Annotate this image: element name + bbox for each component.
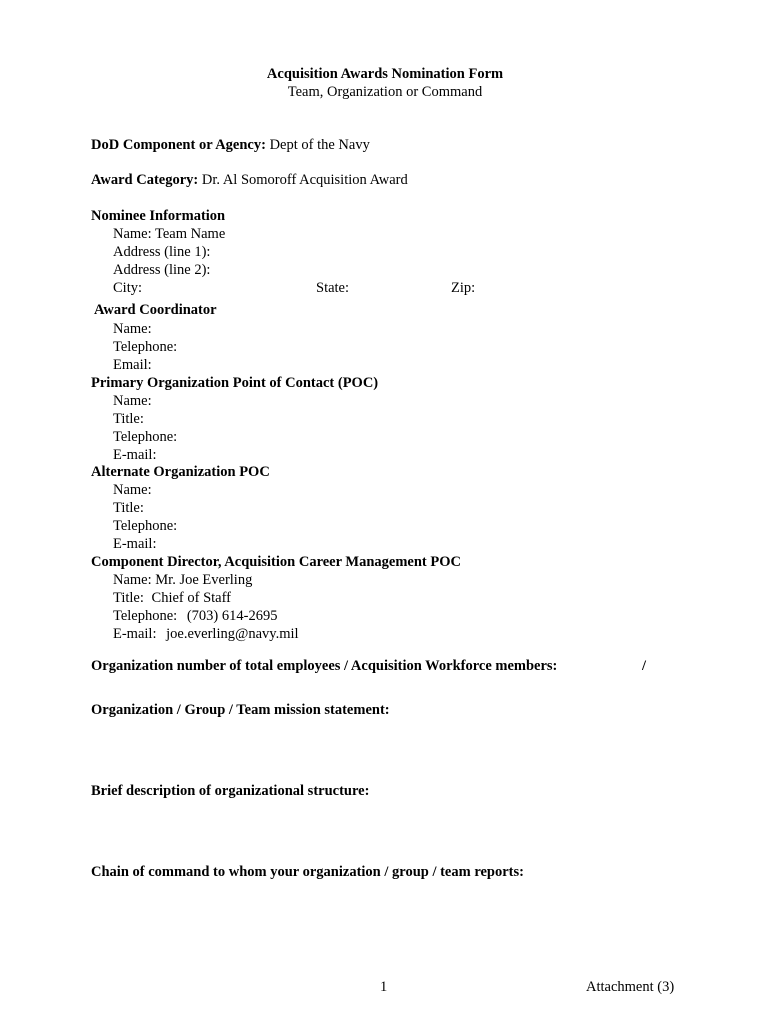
- nominee-name-label: Name:: [113, 226, 152, 242]
- primary-poc-name-label: Name:: [113, 393, 152, 409]
- director-poc-name-value[interactable]: Mr. Joe Everling: [155, 572, 253, 588]
- alternate-poc-name-label: Name:: [113, 482, 152, 498]
- coordinator-name-label: Name:: [113, 321, 152, 337]
- award-category-row: [91, 171, 408, 189]
- employees-separator: /: [642, 658, 647, 674]
- director-poc-title-row: [113, 589, 231, 607]
- alternate-poc-heading: Alternate Organization POC: [91, 464, 270, 480]
- director-poc-heading: Component Director, Acquisition Career Management POC: [91, 554, 461, 570]
- director-poc-title-label: Title:: [113, 590, 144, 606]
- director-poc-name-row: [113, 571, 252, 589]
- nominee-address1-label: Address (line 1):: [113, 244, 211, 260]
- component-row: [91, 136, 370, 154]
- form-title: Acquisition Awards Nomination Form: [266, 66, 504, 82]
- component-label: DoD Component or Agency:: [91, 137, 266, 153]
- coordinator-email-label: Email:: [113, 357, 152, 373]
- award-category-label: Award Category:: [91, 172, 199, 188]
- director-poc-email-value[interactable]: joe.everling@navy.mil: [166, 626, 299, 642]
- component-value[interactable]: Dept of the Navy: [269, 137, 370, 153]
- primary-poc-email-label: E-mail:: [113, 447, 157, 463]
- primary-poc-heading: Primary Organization Point of Contact (POC): [91, 375, 379, 391]
- director-poc-email-row: [113, 625, 299, 643]
- nominee-zip-label: Zip:: [451, 280, 476, 296]
- nominee-city-label: City:: [113, 280, 143, 296]
- primary-poc-title-label: Title:: [113, 411, 144, 427]
- alternate-poc-email-label: E-mail:: [113, 536, 157, 552]
- nominee-name-row: [113, 225, 225, 243]
- nominee-state-label: State:: [316, 280, 350, 296]
- chain-question: Chain of command to whom your organization / group / team reports:: [91, 864, 524, 880]
- alternate-poc-phone-label: Telephone:: [113, 518, 178, 534]
- structure-question: Brief description of organizational structure:: [91, 783, 370, 799]
- director-poc-phone-value[interactable]: (703) 614-2695: [186, 608, 278, 624]
- coordinator-phone-label: Telephone:: [113, 339, 178, 355]
- director-poc-title-value[interactable]: Chief of Staff: [151, 590, 231, 606]
- nominee-name-value[interactable]: Team Name: [155, 226, 226, 242]
- director-poc-phone-label: Telephone:: [113, 608, 178, 624]
- director-poc-email-label: E-mail:: [113, 626, 157, 642]
- award-category-value[interactable]: Dr. Al Somoroff Acquisition Award: [201, 172, 408, 188]
- primary-poc-phone-label: Telephone:: [113, 429, 178, 445]
- director-poc-phone-row: [113, 607, 277, 625]
- attachment-label: Attachment (3): [586, 979, 675, 995]
- nominee-heading: Nominee Information: [91, 208, 226, 224]
- form-subtitle: Team, Organization or Command: [287, 84, 483, 100]
- director-poc-name-label: Name:: [113, 572, 152, 588]
- coordinator-heading: Award Coordinator: [94, 302, 217, 318]
- employees-question: Organization number of total employees / Acquisition Workforce members:: [91, 658, 558, 674]
- mission-question: Organization / Group / Team mission statement:: [91, 702, 390, 718]
- nominee-address2-label: Address (line 2):: [113, 262, 211, 278]
- alternate-poc-title-label: Title:: [113, 500, 144, 516]
- page-number: 1: [380, 979, 388, 995]
